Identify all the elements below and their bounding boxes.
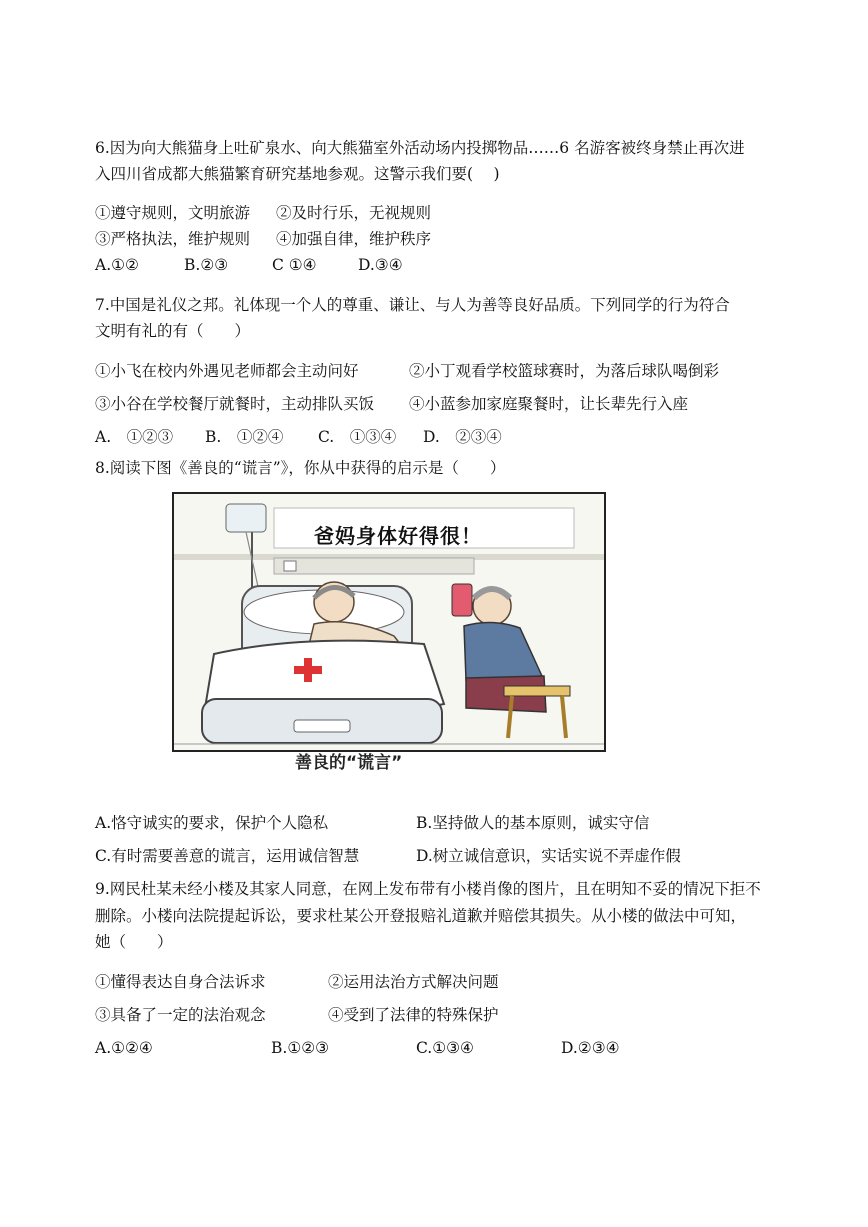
q9-choice-c: C.①③④ xyxy=(416,1039,474,1057)
q7-option-3: ③小谷在学校餐厅就餐时，主动排队买饭 xyxy=(95,395,375,413)
q6-choice-d: D.③④ xyxy=(358,256,403,274)
q9-stem-line2: 删除。小楼向法院提起诉讼，要求杜某公开登报赔礼道歉并赔偿其损失。从小楼的做法中可知， xyxy=(95,907,747,925)
q8-stem: 8.阅读下图《善良的“谎言”》，你从中获得的启示是（ ） xyxy=(95,459,506,477)
cartoon-caption: 善良的“谎言” xyxy=(295,753,403,773)
q9-choice-b: B.①②③ xyxy=(271,1039,330,1057)
q8-choice-c: C.有时需要善意的谎言，运用诚信智慧 xyxy=(95,847,360,865)
q6-option-3: ③严格执法，维护规则 xyxy=(95,230,251,248)
q8-choice-d: D.树立诚信意识，实话实说不弄虚作假 xyxy=(416,847,681,865)
q7-stem-line1: 7.中国是礼仪之邦。礼体现一个人的尊重、谦让、与人为善等良好品质。下列同学的行为符合 xyxy=(95,296,730,314)
q6-choice-c: C ①④ xyxy=(272,256,317,274)
q6-choice-a: A.①② xyxy=(95,256,139,274)
q8-choice-a: A.恪守诚实的要求，保护个人隐私 xyxy=(95,814,329,832)
q8-choice-b: B.坚持做人的基本原则，诚实守信 xyxy=(416,814,650,832)
kind-lie-cartoon xyxy=(172,492,606,752)
q9-choice-a: A.①②④ xyxy=(95,1039,153,1057)
q6-stem-line2: 入四川省成都大熊猫繁育研究基地参观。这警示我们要( ) xyxy=(95,165,500,183)
q7-option-1: ①小飞在校内外遇见老师都会主动问好 xyxy=(95,362,359,380)
q6-stem-line1: 6.因为向大熊猫身上吐矿泉水、向大熊猫室外活动场内投掷物品……6 名游客被终身禁止再次进 xyxy=(95,139,745,157)
q9-option-2: ②运用法治方式解决问题 xyxy=(328,973,499,991)
q7-choice-b: B. ①②④ xyxy=(205,428,284,446)
q7-choice-a: A. ①②③ xyxy=(95,428,174,446)
q6-choice-b: B.②③ xyxy=(184,256,229,274)
q9-option-3: ③具备了一定的法治观念 xyxy=(95,1006,266,1024)
q7-option-2: ②小丁观看学校篮球赛时，为落后球队喝倒彩 xyxy=(409,362,720,380)
q7-choice-d: D. ②③④ xyxy=(423,428,502,446)
q9-option-4: ④受到了法律的特殊保护 xyxy=(328,1006,499,1024)
q9-stem-line1: 9.网民杜某未经小楼及其家人同意，在网上发布带有小楼肖像的图片，且在明知不妥的情况下拒不 xyxy=(95,880,761,898)
q7-option-4: ④小蓝参加家庭聚餐时，让长辈先行入座 xyxy=(409,395,689,413)
q6-option-1: ①遵守规则，文明旅游 xyxy=(95,204,251,222)
q7-choice-c: C. ①③④ xyxy=(318,428,397,446)
q6-option-2: ②及时行乐，无视规则 xyxy=(276,204,432,222)
q9-stem-line3: 她（ ） xyxy=(95,933,173,951)
q9-option-1: ①懂得表达自身合法诉求 xyxy=(95,973,266,991)
q7-stem-line2: 文明有礼的有（ ） xyxy=(95,322,251,340)
cartoon-banner-text: 爸妈身体好得很！ xyxy=(314,524,482,548)
q9-choice-d: D.②③④ xyxy=(561,1039,620,1057)
q6-option-4: ④加强自律，维护秩序 xyxy=(276,230,432,248)
